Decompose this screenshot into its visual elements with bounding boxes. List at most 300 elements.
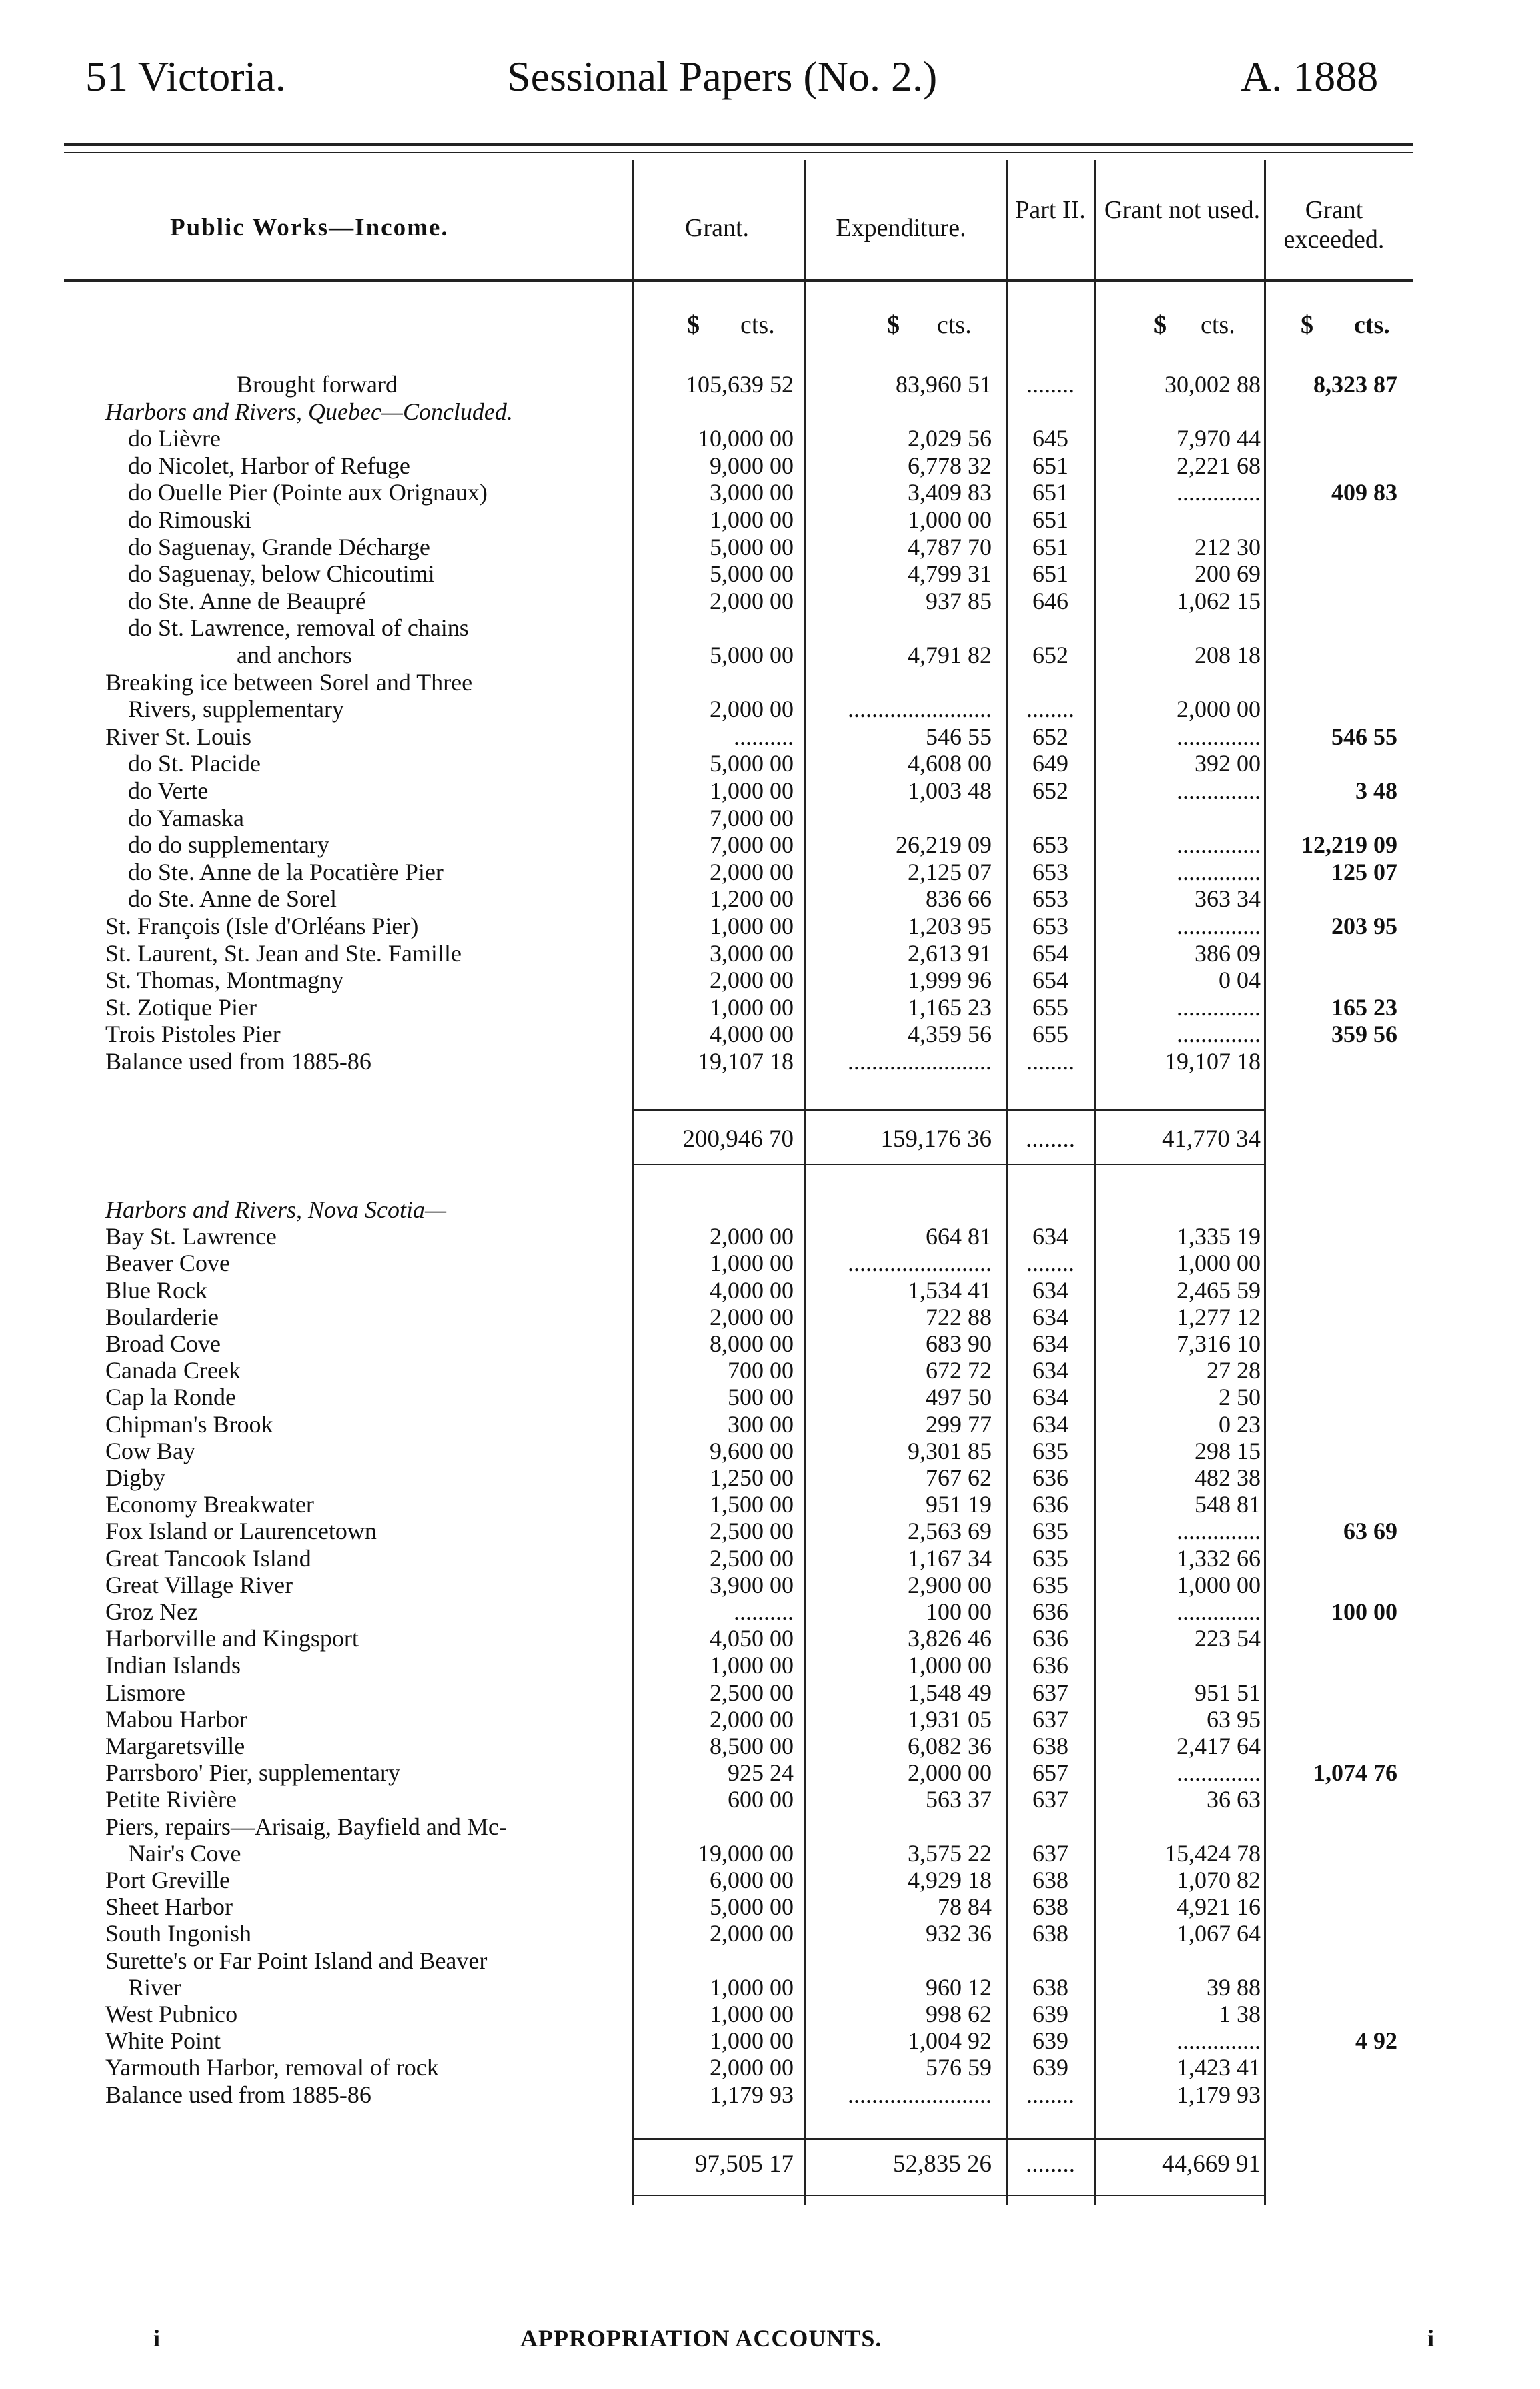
row-name: Boularderie bbox=[105, 1303, 219, 1330]
total2-bottom-rule bbox=[632, 2195, 1266, 2196]
row-part: 635 bbox=[1032, 1437, 1068, 1464]
row-part: 646 bbox=[1032, 587, 1068, 614]
table-row bbox=[0, 1706, 1540, 1733]
table-row bbox=[0, 994, 1540, 1021]
row-name: do Rimouski bbox=[128, 506, 252, 533]
table-row bbox=[0, 669, 1540, 696]
row-part: 638 bbox=[1032, 1733, 1068, 1759]
table-row bbox=[0, 588, 1540, 614]
row-not-used: .............. bbox=[1177, 1759, 1261, 1787]
table-row bbox=[0, 750, 1540, 777]
row-name: do Verte bbox=[128, 777, 209, 804]
row-name: Margaretsville bbox=[105, 1733, 245, 1759]
row-part: 639 bbox=[1032, 2027, 1068, 2055]
table-row bbox=[0, 506, 1540, 533]
table-row bbox=[0, 1840, 1540, 1867]
row-part: 649 bbox=[1032, 750, 1068, 777]
table-row bbox=[0, 425, 1540, 452]
top-rule-thin bbox=[64, 152, 1413, 153]
col-not-used-header: Grant not used. bbox=[1104, 196, 1261, 224]
row-part: 636 bbox=[1032, 1625, 1068, 1652]
header-center: Sessional Papers (No. 2.) bbox=[507, 53, 938, 100]
row-not-used: 363 34 bbox=[1195, 885, 1261, 913]
row-part: 635 bbox=[1032, 1571, 1068, 1598]
row-grant: 1,000 00 bbox=[710, 777, 794, 804]
row-not-used: 208 18 bbox=[1195, 642, 1261, 668]
table-row bbox=[0, 1277, 1540, 1304]
row-expenditure: 497 50 bbox=[926, 1384, 992, 1411]
table-row bbox=[0, 777, 1540, 804]
row-part: 637 bbox=[1032, 1786, 1068, 1813]
table-row bbox=[0, 452, 1540, 479]
table-row bbox=[0, 1357, 1540, 1384]
row-expenditure: 2,900 00 bbox=[908, 1571, 992, 1598]
row-name: do Saguenay, below Chicoutimi bbox=[128, 560, 435, 588]
row-exceeded: 125 07 bbox=[1331, 858, 1397, 885]
row-not-used: 19,107 18 bbox=[1165, 1048, 1261, 1075]
table-row bbox=[0, 1813, 1540, 1840]
table-row bbox=[0, 1384, 1540, 1410]
row-not-used: 1,067 64 bbox=[1177, 1920, 1261, 1947]
row-not-used: 7,970 44 bbox=[1177, 425, 1261, 452]
row-part: 639 bbox=[1032, 2054, 1068, 2081]
row-name: Surette's or Far Point Island and Beaver bbox=[105, 1947, 488, 1974]
row-expenditure: 722 88 bbox=[926, 1303, 992, 1330]
header-left: 51 Victoria. bbox=[85, 53, 286, 100]
top-rule bbox=[64, 143, 1413, 146]
row-grant: 2,000 00 bbox=[710, 696, 794, 723]
row-part: ........ bbox=[1026, 696, 1074, 723]
row-grant: 9,600 00 bbox=[710, 1437, 794, 1464]
row-name: Balance used from 1885-86 bbox=[105, 2081, 371, 2108]
table-row bbox=[0, 1598, 1540, 1625]
row-expenditure: 960 12 bbox=[926, 1973, 992, 2001]
row-expenditure: 1,003 48 bbox=[908, 777, 992, 804]
row-grant: 19,107 18 bbox=[698, 1048, 794, 1075]
row-part: 634 bbox=[1032, 1384, 1068, 1411]
unit-exceeded-dollar: $ bbox=[1301, 311, 1313, 339]
row-grant: 1,000 00 bbox=[710, 1973, 794, 2001]
row-exceeded: 165 23 bbox=[1331, 993, 1397, 1021]
row-expenditure: 1,534 41 bbox=[908, 1276, 992, 1304]
row-expenditure: 26,219 09 bbox=[896, 831, 992, 859]
row-part: 655 bbox=[1032, 1021, 1068, 1048]
row-not-used: 1,000 00 bbox=[1177, 1250, 1261, 1277]
row-part: 653 bbox=[1032, 858, 1068, 885]
table-row bbox=[0, 1759, 1540, 1786]
row-part: 638 bbox=[1032, 1920, 1068, 1947]
row-not-used: 15,424 78 bbox=[1165, 1839, 1261, 1867]
row-not-used: 30,002 88 bbox=[1165, 371, 1261, 398]
row-grant: 1,500 00 bbox=[710, 1491, 794, 1518]
row-part: 638 bbox=[1032, 1867, 1068, 1893]
row-expenditure: 78 84 bbox=[938, 1893, 992, 1921]
row-expenditure: 4,799 31 bbox=[908, 560, 992, 588]
row-not-used: 2,221 68 bbox=[1177, 452, 1261, 479]
row-expenditure: 3,575 22 bbox=[908, 1839, 992, 1867]
row-grant: 700 00 bbox=[728, 1357, 794, 1384]
row-not-used: .............. bbox=[1177, 1021, 1261, 1048]
row-name: do Nicolet, Harbor of Refuge bbox=[128, 452, 410, 479]
table-row bbox=[0, 859, 1540, 885]
table-row bbox=[0, 2081, 1540, 2108]
row-name: St. François (Isle d'Orléans Pier) bbox=[105, 913, 419, 939]
row-expenditure: 1,004 92 bbox=[908, 2027, 992, 2055]
row-name: do St. Placide bbox=[128, 750, 261, 777]
row-not-used: 2 50 bbox=[1219, 1384, 1261, 1411]
row-part: 651 bbox=[1032, 560, 1068, 588]
unit-exp-dollar: $ bbox=[887, 311, 900, 339]
row-not-used: .............. bbox=[1177, 777, 1261, 804]
row-name: Balance used from 1885-86 bbox=[105, 1048, 371, 1075]
table-row bbox=[0, 1250, 1540, 1276]
row-not-used: 2,417 64 bbox=[1177, 1733, 1261, 1759]
row-name: Digby bbox=[105, 1464, 165, 1491]
row-grant: 2,000 00 bbox=[710, 1303, 794, 1330]
row-part: 651 bbox=[1032, 479, 1068, 506]
row-expenditure: 2,029 56 bbox=[908, 425, 992, 452]
row-name: River bbox=[128, 1973, 181, 2001]
row-part: 639 bbox=[1032, 2001, 1068, 2027]
row-part: 654 bbox=[1032, 967, 1068, 994]
table-row bbox=[0, 2027, 1540, 2054]
row-name: Harbors and Rivers, Nova Scotia— bbox=[105, 1196, 446, 1223]
row-grant: 1,000 00 bbox=[710, 1652, 794, 1679]
row-exceeded: 203 95 bbox=[1331, 913, 1397, 939]
table-row bbox=[0, 534, 1540, 560]
row-not-used: 4,921 16 bbox=[1177, 1893, 1261, 1921]
row-not-used: 1,179 93 bbox=[1177, 2081, 1261, 2108]
row-expenditure: 1,203 95 bbox=[908, 913, 992, 939]
row-name: Breaking ice between Sorel and Three bbox=[105, 668, 473, 696]
row-not-used: 548 81 bbox=[1195, 1491, 1261, 1518]
row-not-used: .............. bbox=[1177, 993, 1261, 1021]
row-expenditure: 672 72 bbox=[926, 1357, 992, 1384]
row-expenditure: 4,608 00 bbox=[908, 750, 992, 777]
row-expenditure: 1,165 23 bbox=[908, 993, 992, 1021]
row-exceeded: 8,323 87 bbox=[1313, 371, 1397, 398]
table-row bbox=[0, 913, 1540, 939]
row-grant: 1,000 00 bbox=[710, 2027, 794, 2055]
row-exceeded: 409 83 bbox=[1331, 479, 1397, 506]
row-not-used: 39 88 bbox=[1207, 1973, 1261, 2001]
row-expenditure: 836 66 bbox=[926, 885, 992, 913]
row-grant: 10,000 00 bbox=[698, 425, 794, 452]
row-not-used: 1,000 00 bbox=[1177, 1571, 1261, 1598]
row-expenditure: 683 90 bbox=[926, 1330, 992, 1357]
row-not-used: 36 63 bbox=[1207, 1786, 1261, 1813]
table-row bbox=[0, 398, 1540, 425]
row-exceeded: 12,219 09 bbox=[1301, 831, 1397, 859]
table-row bbox=[0, 831, 1540, 858]
unit-grant-dollar: $ bbox=[687, 311, 700, 339]
row-part: 636 bbox=[1032, 1598, 1068, 1625]
table-row bbox=[0, 1491, 1540, 1518]
row-grant: 2,000 00 bbox=[710, 967, 794, 994]
row-name: do Ste. Anne de Beaupré bbox=[128, 587, 366, 614]
row-expenditure: 2,125 07 bbox=[908, 858, 992, 885]
row-expenditure: 1,000 00 bbox=[908, 506, 992, 533]
row-not-used: 7,316 10 bbox=[1177, 1330, 1261, 1357]
row-part: 635 bbox=[1032, 1518, 1068, 1545]
row-name: Brought forward bbox=[237, 371, 398, 398]
row-name: Bay St. Lawrence bbox=[105, 1223, 277, 1250]
total2-not-used: 44,669 91 bbox=[1162, 2150, 1261, 2178]
row-grant: 19,000 00 bbox=[698, 1839, 794, 1867]
row-part: 634 bbox=[1032, 1276, 1068, 1304]
table-row bbox=[0, 1330, 1540, 1357]
row-expenditure: 767 62 bbox=[926, 1464, 992, 1491]
row-grant: 8,500 00 bbox=[710, 1733, 794, 1759]
row-part: 651 bbox=[1032, 533, 1068, 560]
row-not-used: .............. bbox=[1177, 479, 1261, 506]
row-not-used: 212 30 bbox=[1195, 533, 1261, 560]
row-grant: 4,000 00 bbox=[710, 1276, 794, 1304]
table-row bbox=[0, 723, 1540, 750]
total1-rule bbox=[632, 1109, 1266, 1111]
row-not-used: 386 09 bbox=[1195, 939, 1261, 967]
row-expenditure: ........................ bbox=[848, 1250, 992, 1277]
row-grant: 925 24 bbox=[728, 1759, 794, 1787]
table-row bbox=[0, 1679, 1540, 1706]
row-grant: 105,639 52 bbox=[686, 371, 794, 398]
row-not-used: 63 95 bbox=[1207, 1705, 1261, 1733]
row-part: 652 bbox=[1032, 723, 1068, 750]
total2-part: ........ bbox=[1026, 2150, 1075, 2178]
row-name: Port Greville bbox=[105, 1867, 230, 1893]
row-grant: 8,000 00 bbox=[710, 1330, 794, 1357]
row-not-used: 1,277 12 bbox=[1177, 1303, 1261, 1330]
row-grant: 6,000 00 bbox=[710, 1867, 794, 1893]
row-expenditure: 563 37 bbox=[926, 1786, 992, 1813]
row-grant: 1,250 00 bbox=[710, 1464, 794, 1491]
unit-grant-cents: cts. bbox=[740, 311, 775, 339]
header-right: A. 1888 bbox=[1241, 53, 1379, 100]
row-part: 653 bbox=[1032, 913, 1068, 939]
total2-expenditure: 52,835 26 bbox=[893, 2150, 992, 2178]
table-row bbox=[0, 1021, 1540, 1047]
table-row bbox=[0, 1572, 1540, 1598]
total2-rule bbox=[632, 2138, 1266, 2140]
row-grant: 4,050 00 bbox=[710, 1625, 794, 1652]
row-expenditure: 932 36 bbox=[926, 1920, 992, 1947]
row-part: ........ bbox=[1026, 1048, 1074, 1075]
row-expenditure: 9,301 85 bbox=[908, 1437, 992, 1464]
unit-exp-cents: cts. bbox=[937, 311, 972, 339]
row-expenditure: 2,000 00 bbox=[908, 1759, 992, 1787]
row-name: do Saguenay, Grande Décharge bbox=[128, 533, 430, 560]
row-grant: 1,200 00 bbox=[710, 885, 794, 913]
table-row bbox=[0, 2054, 1540, 2081]
footer-right: i bbox=[1427, 2325, 1435, 2352]
table-row bbox=[0, 1518, 1540, 1544]
row-not-used: 1 38 bbox=[1219, 2001, 1261, 2027]
row-name: do Ste. Anne de la Pocatière Pier bbox=[128, 858, 444, 885]
table-row bbox=[0, 1464, 1540, 1491]
row-expenditure: 951 19 bbox=[926, 1491, 992, 1518]
table-row bbox=[0, 1920, 1540, 1947]
row-grant: 1,000 00 bbox=[710, 993, 794, 1021]
row-grant: 2,000 00 bbox=[710, 858, 794, 885]
row-expenditure: 937 85 bbox=[926, 587, 992, 614]
table-row bbox=[0, 1048, 1540, 1075]
row-part: 652 bbox=[1032, 642, 1068, 668]
row-part: 634 bbox=[1032, 1223, 1068, 1250]
table-row bbox=[0, 1625, 1540, 1652]
table-row bbox=[0, 1652, 1540, 1679]
row-not-used: 298 15 bbox=[1195, 1437, 1261, 1464]
row-grant: 1,000 00 bbox=[710, 913, 794, 939]
row-not-used: 1,062 15 bbox=[1177, 587, 1261, 614]
table-row bbox=[0, 1893, 1540, 1920]
row-name: Rivers, supplementary bbox=[128, 696, 344, 723]
row-part: 636 bbox=[1032, 1464, 1068, 1491]
row-grant: 5,000 00 bbox=[710, 750, 794, 777]
row-not-used: 2,465 59 bbox=[1177, 1276, 1261, 1304]
row-name: do Yamaska bbox=[128, 804, 245, 831]
row-name: Harbors and Rivers, Quebec—Concluded. bbox=[105, 398, 513, 425]
row-not-used: 2,000 00 bbox=[1177, 696, 1261, 723]
row-name: do Ste. Anne de Sorel bbox=[128, 885, 337, 913]
row-exceeded: 63 69 bbox=[1343, 1518, 1397, 1545]
row-grant: 7,000 00 bbox=[710, 804, 794, 831]
row-name: Groz Nez bbox=[105, 1598, 198, 1625]
table-row bbox=[0, 1947, 1540, 1974]
row-grant: 5,000 00 bbox=[710, 1893, 794, 1921]
table-row bbox=[0, 805, 1540, 831]
table-row bbox=[0, 967, 1540, 993]
table-row bbox=[0, 2001, 1540, 2027]
col-expenditure-header: Expenditure. bbox=[836, 214, 966, 242]
table-row bbox=[0, 560, 1540, 587]
row-name: West Pubnico bbox=[105, 2001, 238, 2027]
row-grant: 2,500 00 bbox=[710, 1679, 794, 1706]
row-name: Yarmouth Harbor, removal of rock bbox=[105, 2054, 439, 2081]
row-part: 634 bbox=[1032, 1303, 1068, 1330]
row-name: Canada Creek bbox=[105, 1357, 241, 1384]
row-not-used: 0 04 bbox=[1219, 967, 1261, 994]
row-expenditure: 998 62 bbox=[926, 2001, 992, 2027]
col-exceeded-header: Grant exceeded. bbox=[1283, 196, 1385, 254]
total1-bottom-rule bbox=[632, 1164, 1266, 1165]
row-expenditure: 2,563 69 bbox=[908, 1518, 992, 1545]
table-row bbox=[0, 1974, 1540, 2001]
row-name: Nair's Cove bbox=[128, 1839, 241, 1867]
row-grant: 2,000 00 bbox=[710, 1920, 794, 1947]
row-grant: 7,000 00 bbox=[710, 831, 794, 859]
table-row bbox=[0, 642, 1540, 668]
total1-expenditure: 159,176 36 bbox=[880, 1125, 992, 1153]
row-part: 636 bbox=[1032, 1491, 1068, 1518]
row-grant: 1,179 93 bbox=[710, 2081, 794, 2108]
table-row bbox=[0, 371, 1540, 398]
row-grant: 300 00 bbox=[728, 1410, 794, 1438]
row-expenditure: 546 55 bbox=[926, 723, 992, 750]
row-name: Sheet Harbor bbox=[105, 1893, 233, 1921]
row-expenditure: 2,613 91 bbox=[908, 939, 992, 967]
row-name: White Point bbox=[105, 2027, 221, 2055]
row-part: 653 bbox=[1032, 885, 1068, 913]
row-exceeded: 359 56 bbox=[1331, 1021, 1397, 1048]
row-name: Blue Rock bbox=[105, 1276, 207, 1304]
row-expenditure: 100 00 bbox=[926, 1598, 992, 1625]
row-expenditure: 1,548 49 bbox=[908, 1679, 992, 1706]
unit-notused-dollar: $ bbox=[1154, 311, 1167, 339]
row-part: 637 bbox=[1032, 1679, 1068, 1706]
row-part: 637 bbox=[1032, 1839, 1068, 1867]
row-expenditure: ........................ bbox=[848, 1048, 992, 1075]
row-name: Chipman's Brook bbox=[105, 1410, 273, 1438]
row-part: 637 bbox=[1032, 1705, 1068, 1733]
footer-left: i bbox=[153, 2325, 161, 2352]
total1-grant: 200,946 70 bbox=[682, 1125, 794, 1153]
row-grant: 5,000 00 bbox=[710, 533, 794, 560]
table-row bbox=[0, 1786, 1540, 1813]
row-grant: 2,000 00 bbox=[710, 1705, 794, 1733]
row-grant: 600 00 bbox=[728, 1786, 794, 1813]
row-not-used: .............. bbox=[1177, 723, 1261, 750]
row-name: St. Laurent, St. Jean and Ste. Famille bbox=[105, 939, 462, 967]
row-name: Indian Islands bbox=[105, 1652, 241, 1679]
row-part: 635 bbox=[1032, 1544, 1068, 1572]
row-expenditure: 83,960 51 bbox=[896, 371, 992, 398]
row-part: 634 bbox=[1032, 1357, 1068, 1384]
col-part-header: Part II. bbox=[1015, 196, 1086, 224]
row-expenditure: 1,999 96 bbox=[908, 967, 992, 994]
row-expenditure: ........................ bbox=[848, 2081, 992, 2108]
table-row bbox=[0, 885, 1540, 912]
row-not-used: 1,070 82 bbox=[1177, 1867, 1261, 1893]
row-exceeded: 4 92 bbox=[1355, 2027, 1397, 2055]
row-expenditure: 3,409 83 bbox=[908, 479, 992, 506]
row-name: Broad Cove bbox=[105, 1330, 221, 1357]
row-expenditure: 1,931 05 bbox=[908, 1705, 992, 1733]
row-expenditure: 4,359 56 bbox=[908, 1021, 992, 1048]
row-part: 657 bbox=[1032, 1759, 1068, 1787]
row-name: do St. Lawrence, removal of chains bbox=[128, 614, 469, 642]
row-grant: 5,000 00 bbox=[710, 560, 794, 588]
row-grant: 3,000 00 bbox=[710, 939, 794, 967]
row-exceeded: 100 00 bbox=[1331, 1598, 1397, 1625]
row-not-used: .............. bbox=[1177, 858, 1261, 885]
row-grant: 2,500 00 bbox=[710, 1544, 794, 1572]
row-expenditure: 4,929 18 bbox=[908, 1867, 992, 1893]
row-grant: .......... bbox=[734, 1598, 794, 1625]
row-name: South Ingonish bbox=[105, 1920, 252, 1947]
row-part: ........ bbox=[1026, 2081, 1074, 2108]
row-name: Parrsboro' Pier, supplementary bbox=[105, 1759, 400, 1787]
footer-center: APPROPRIATION ACCOUNTS. bbox=[520, 2325, 882, 2352]
row-grant: 4,000 00 bbox=[710, 1021, 794, 1048]
row-expenditure: 299 77 bbox=[926, 1410, 992, 1438]
row-name: Cap la Ronde bbox=[105, 1384, 236, 1411]
row-name: Fox Island or Laurencetown bbox=[105, 1518, 377, 1545]
row-not-used: 1,423 41 bbox=[1177, 2054, 1261, 2081]
table-row bbox=[0, 1304, 1540, 1330]
table-row bbox=[0, 1223, 1540, 1250]
row-grant: 3,900 00 bbox=[710, 1571, 794, 1598]
row-exceeded: 1,074 76 bbox=[1313, 1759, 1397, 1787]
total2-grant: 97,505 17 bbox=[695, 2150, 794, 2178]
row-expenditure: ........................ bbox=[848, 696, 992, 723]
row-grant: 2,000 00 bbox=[710, 1223, 794, 1250]
total1-not-used: 41,770 34 bbox=[1162, 1125, 1261, 1153]
row-not-used: 1,332 66 bbox=[1177, 1544, 1261, 1572]
row-name: Petite Rivière bbox=[105, 1786, 237, 1813]
table-row bbox=[0, 614, 1540, 641]
row-not-used: .............. bbox=[1177, 1518, 1261, 1545]
row-not-used: 951 51 bbox=[1195, 1679, 1261, 1706]
